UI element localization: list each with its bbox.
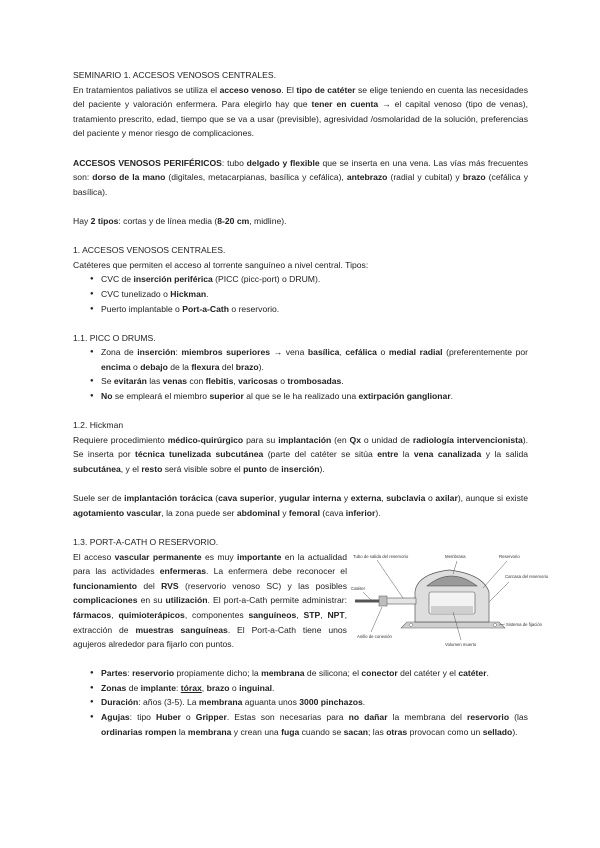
- list-item: ● Zona de inserción: miembros superiores → vena basílica, cefálica o medial radial (preferentemente por encima o debajo de la flexura del brazo).: [73, 345, 528, 374]
- fixation-plate-shape: [401, 622, 505, 628]
- section-1-list: [73, 272, 528, 316]
- port-a-cath-illustration: [349, 552, 549, 652]
- section-1-2-heading: 1.2. Hickman: [73, 420, 124, 431]
- section-1-1-list: [73, 345, 528, 403]
- label-tubo-salida: Tubo de salida del reservorio: [353, 553, 409, 559]
- section-1-3-list: [73, 666, 528, 739]
- hickman-paragraph-2: Suele ser de implantación torácica (cava superior, yugular interna y externa, subclavia o axilar), aunque si existe agotamiento vascular, la zona puede ser abdominal y femoral (cava inferior).: [73, 493, 529, 518]
- list-item: ● No se empleará el miembro superior al que se le ha realizado una extirpación ganglionar.: [73, 389, 528, 404]
- section-1-3-heading: 1.3. PORT-A-CATH O RESERVORIO.: [73, 537, 219, 547]
- label-volumen: Volumen muerto: [445, 641, 477, 647]
- label-membrana: Membrana: [445, 553, 466, 559]
- section-1-1-heading: 1.1. PICC O DRUMS.: [73, 332, 156, 343]
- dead-volume-shape: [431, 606, 473, 613]
- port-a-cath-paragraph: El acceso vascular permanente es muy importante en la actualidad para las actividades enfermeras. La enfermera debe reconocer el funcionamiento del RVS (reservorio venoso SC) y las posibles complicaciones en su utilización. El port-a-Cath permite administrar: fármacos, quimioterápicos, componentes sanguíneos, STP, NPT, extracción de muestras sanguíneas. El Port-a-Cath tiene unos agujeros alrededor para fijarlo con puntos.: [73, 551, 348, 650]
- section-1-heading: 1. ACCESOS VENOSOS CENTRALES.: [73, 245, 226, 256]
- label-carcasa: Carcasa del reservorio: [505, 573, 549, 579]
- list-item: ● Agujas: tipo Huber o Gripper. Estas son necesarias para no dañar la membrana del reservorio (las ordinarias rompen la membrana y crean una fuga cuando se sacan; las otras provocan como un sellado).: [73, 710, 528, 739]
- list-item: ● CVC de inserción periférica (PICC (picc-port) o DRUM).: [73, 272, 528, 287]
- label-fijacion: Sistema de fijación: [506, 621, 543, 627]
- document-page: [73, 68, 549, 739]
- document-title: SEMINARIO 1. ACCESOS VENOSOS CENTRALES.: [73, 70, 276, 80]
- list-item: ● Puerto implantable o Port-a-Cath o reservorio.: [73, 302, 528, 317]
- perifericos-paragraph: ACCESOS VENOSOS PERIFÉRICOS: tubo delgado y flexible que se inserta en una vena. Las vías más frecuentes son: dorso de la mano (digitales, metacarpianas, basílica y cefálica), antebrazo (radial y cubital) y brazo (cefálica y basílica).: [73, 157, 528, 197]
- list-item: ● Se evitarán las venas con flebitis, varicosas o trombosadas.: [73, 374, 528, 389]
- label-reservorio: Reservorio: [499, 553, 520, 559]
- hickman-paragraph-1: Requiere procedimiento médico-quirúrgico para su implantación (en Qx o unidad de radiología intervencionista). Se inserta por técnica tunelizada subcutánea (parte del catéter se sitúa entre la vena canalizada y la salida subcutánea, y el resto será visible sobre el punto de inserción).: [73, 434, 529, 475]
- tipos-paragraph: Hay 2 tipos: cortas y de línea media (8-20 cm, midline).: [73, 215, 287, 226]
- list-item: ● Duración: años (3-5). La membrana aguanta unos 3000 pinchazos.: [73, 695, 528, 710]
- list-item: ● Zonas de implante: tórax, brazo o inguinal.: [73, 681, 528, 696]
- list-item: ● Partes: reservorio propiamente dicho; la membrana de silicona; el conector del catéter y el catéter.: [73, 666, 528, 681]
- connection-ring-shape: [379, 596, 387, 606]
- label-anillo: Anillo de conexión: [357, 633, 392, 639]
- section-1-intro: Catéteres que permiten el acceso al torrente sanguíneo a nivel central. Tipos:: [73, 259, 369, 270]
- list-item: ● CVC tunelizado o Hickman.: [73, 287, 528, 302]
- label-cateter: Catéter: [351, 585, 366, 591]
- port-a-cath-diagram: [349, 552, 549, 652]
- intro-paragraph: En tratamientos paliativos se utiliza el acceso venoso. El tipo de catéter se elige teniendo en cuenta las necesidades del paciente y valoración enfermera. Para elegirlo hay que tener en cuenta → el capital venoso (tipo de venas), tratamiento prescrito, edad, tiempo que se va a usar (previsible), agresividad /osmolaridad de la solución, preferencias del paciente y menor riesgo de complicaciones.: [73, 84, 528, 139]
- outlet-tube-shape: [385, 598, 416, 604]
